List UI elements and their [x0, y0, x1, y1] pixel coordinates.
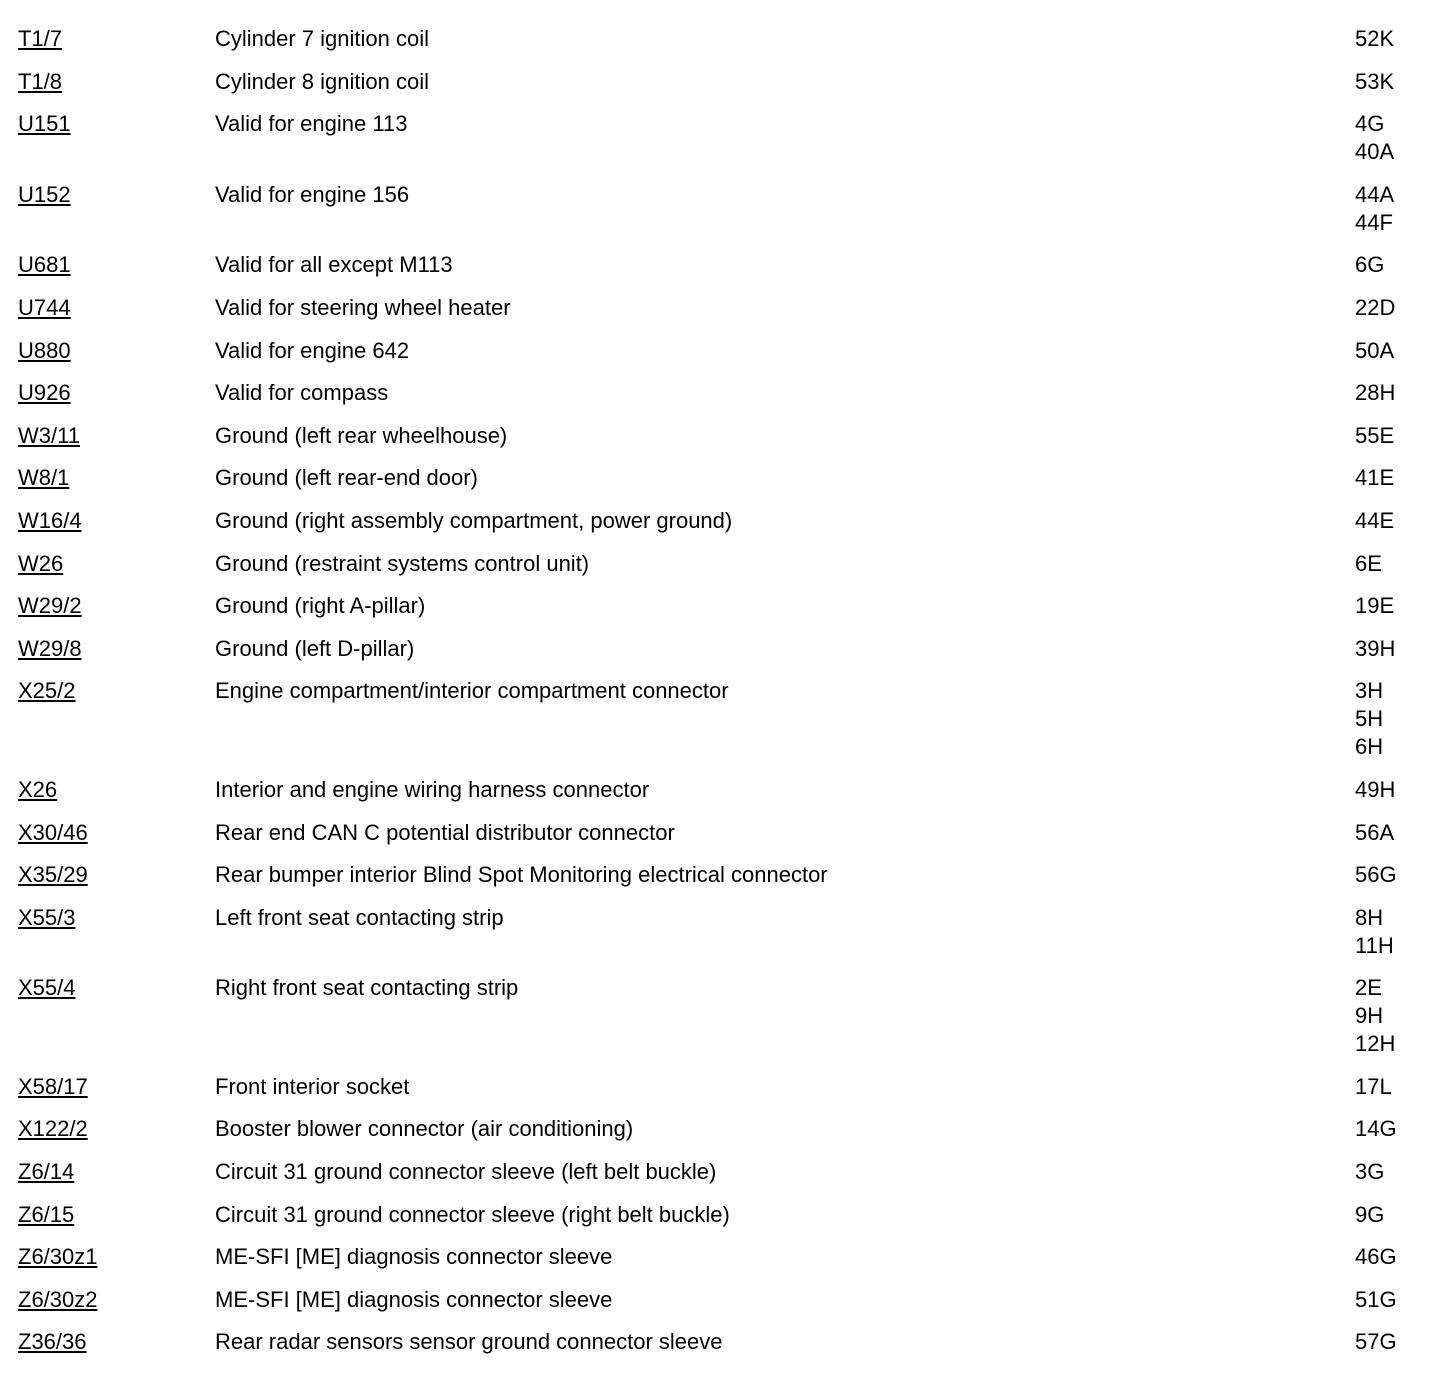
- legend-row: [0, 25, 1440, 68]
- legend-row: [0, 1158, 1440, 1201]
- component-description: Cylinder 8 ignition coil: [215, 68, 429, 94]
- grid-references: [1355, 1243, 1397, 1271]
- legend-row: [0, 68, 1440, 111]
- component-description: Circuit 31 ground connector sleeve (left belt buckle): [215, 1159, 717, 1185]
- component-description: Valid for engine 113: [215, 111, 408, 137]
- component-description: Valid for compass: [215, 380, 389, 406]
- legend-row: [0, 904, 1440, 975]
- grid-references: [1355, 635, 1395, 663]
- component-description: Ground (right A-pillar): [215, 593, 426, 619]
- component-code-link[interactable]: T1/7: [18, 26, 63, 51]
- grid-references: [1355, 507, 1394, 535]
- component-code-link[interactable]: X35/29: [18, 862, 88, 888]
- legend-row: [0, 677, 1440, 776]
- component-code-link[interactable]: W26: [18, 550, 64, 576]
- legend-row: [0, 464, 1440, 507]
- grid-reference: 6G: [1355, 252, 1385, 278]
- grid-reference: 17L: [1355, 1073, 1392, 1099]
- component-code-link[interactable]: Z6/14: [18, 1159, 75, 1185]
- component-description: Ground (right assembly compartment, power ground): [215, 507, 733, 533]
- grid-reference: 51G: [1355, 1286, 1397, 1312]
- component-code-link[interactable]: W8/1: [18, 465, 70, 491]
- component-code-link[interactable]: X55/4: [18, 975, 76, 1001]
- component-description: Valid for engine 642: [215, 337, 410, 363]
- grid-reference: 3H: [1355, 678, 1384, 704]
- component-description: Left front seat contacting strip: [215, 904, 504, 930]
- component-code-link[interactable]: X26: [18, 776, 58, 802]
- grid-references: [1355, 110, 1394, 166]
- component-code-link[interactable]: X122/2: [18, 1116, 88, 1142]
- grid-references: [1355, 294, 1395, 322]
- grid-references: [1355, 1115, 1397, 1143]
- component-code-link[interactable]: U744: [18, 294, 71, 320]
- legend-row: [0, 861, 1440, 904]
- grid-reference: 9G: [1355, 1201, 1385, 1227]
- component-code-link[interactable]: U151: [18, 111, 71, 137]
- grid-reference: 52K: [1355, 26, 1395, 51]
- component-description: ME-SFI [ME] diagnosis connector sleeve: [215, 1286, 613, 1312]
- component-code-link[interactable]: Z6/30z1: [18, 1244, 98, 1270]
- grid-reference: 3G: [1355, 1159, 1385, 1185]
- legend-row: [0, 974, 1440, 1073]
- component-description: Valid for steering wheel heater: [215, 294, 511, 320]
- grid-reference: 40A: [1355, 139, 1395, 165]
- component-description: Ground (left rear-end door): [215, 465, 478, 491]
- legend-row: [0, 337, 1440, 380]
- component-description: Ground (left rear wheelhouse): [215, 422, 508, 448]
- component-code-link[interactable]: W16/4: [18, 507, 82, 533]
- grid-reference: 6H: [1355, 734, 1384, 760]
- grid-reference: 19E: [1355, 593, 1395, 619]
- component-code-link[interactable]: X55/3: [18, 904, 76, 930]
- component-code-link[interactable]: X30/46: [18, 819, 88, 845]
- component-description: Rear radar sensors sensor ground connector sleeve: [215, 1329, 723, 1355]
- grid-reference: 28H: [1355, 380, 1396, 406]
- grid-reference: 49H: [1355, 776, 1396, 802]
- component-code-link[interactable]: X58/17: [18, 1073, 88, 1099]
- grid-references: [1355, 861, 1397, 889]
- component-description: Ground (left D-pillar): [215, 635, 415, 661]
- grid-references: [1355, 337, 1394, 365]
- legend-row: [0, 181, 1440, 252]
- grid-reference: 39H: [1355, 635, 1396, 661]
- legend-row: [0, 592, 1440, 635]
- component-code-link[interactable]: U880: [18, 337, 71, 363]
- component-code-link[interactable]: T1/8: [18, 68, 63, 94]
- grid-references: [1355, 904, 1394, 960]
- legend-row: [0, 1286, 1440, 1329]
- grid-references: [1355, 550, 1382, 578]
- legend-row: [0, 294, 1440, 337]
- grid-reference: 2E: [1355, 975, 1382, 1001]
- grid-references: [1355, 1201, 1384, 1229]
- grid-references: [1355, 464, 1394, 492]
- grid-reference: 9H: [1355, 1003, 1384, 1029]
- legend-row: [0, 1073, 1440, 1116]
- component-description: Cylinder 7 ignition coil: [215, 26, 429, 51]
- grid-reference: 12H: [1355, 1031, 1396, 1057]
- component-code-link[interactable]: W29/8: [18, 635, 82, 661]
- legend-row: [0, 1115, 1440, 1158]
- component-code-link[interactable]: Z6/15: [18, 1201, 75, 1227]
- grid-references: [1355, 181, 1394, 237]
- component-legend-list: [0, 25, 1440, 1371]
- grid-reference: 44A: [1355, 181, 1395, 207]
- grid-reference: 50A: [1355, 337, 1395, 363]
- grid-references: [1355, 974, 1395, 1058]
- grid-references: [1355, 25, 1394, 53]
- grid-reference: 11H: [1355, 932, 1394, 958]
- component-description: Right front seat contacting strip: [215, 975, 519, 1001]
- component-code-link[interactable]: U152: [18, 181, 71, 207]
- grid-references: [1355, 677, 1383, 761]
- legend-row: [0, 379, 1440, 422]
- grid-references: [1355, 422, 1394, 450]
- component-code-link[interactable]: U926: [18, 380, 71, 406]
- component-description: Engine compartment/interior compartment connector: [215, 678, 729, 704]
- grid-references: [1355, 68, 1394, 96]
- legend-row: [0, 776, 1440, 819]
- grid-reference: 55E: [1355, 422, 1395, 448]
- grid-references: [1355, 1073, 1392, 1101]
- grid-reference: 53K: [1355, 68, 1395, 94]
- component-code-link[interactable]: Z36/36: [18, 1329, 87, 1355]
- component-description: Rear end CAN C potential distributor connector: [215, 819, 675, 845]
- grid-reference: 8H: [1355, 904, 1384, 930]
- grid-reference: 5H: [1355, 706, 1384, 732]
- grid-reference: 4G: [1355, 111, 1385, 137]
- component-code-link[interactable]: W29/2: [18, 593, 82, 619]
- legend-row: [0, 1201, 1440, 1244]
- grid-reference: 56G: [1355, 862, 1397, 888]
- grid-reference: 44F: [1355, 209, 1393, 235]
- grid-references: [1355, 592, 1394, 620]
- grid-reference: 57G: [1355, 1329, 1397, 1355]
- component-description: Valid for engine 156: [215, 181, 410, 207]
- legend-row: [0, 550, 1440, 593]
- legend-row: [0, 635, 1440, 678]
- grid-references: [1355, 1286, 1397, 1314]
- grid-references: [1355, 1328, 1397, 1356]
- legend-row: [0, 819, 1440, 862]
- component-description: Interior and engine wiring harness connector: [215, 776, 650, 802]
- component-code-link[interactable]: Z6/30z2: [18, 1286, 98, 1312]
- component-description: ME-SFI [ME] diagnosis connector sleeve: [215, 1244, 613, 1270]
- grid-reference: 6E: [1355, 550, 1382, 576]
- component-description: Booster blower connector (air conditioning): [215, 1116, 634, 1142]
- grid-references: [1355, 819, 1394, 847]
- component-description: Circuit 31 ground connector sleeve (right belt buckle): [215, 1201, 730, 1227]
- legend-row: [0, 251, 1440, 294]
- component-description: Valid for all except M113: [215, 252, 453, 278]
- legend-row: [0, 1328, 1440, 1371]
- component-code-link[interactable]: W3/11: [18, 422, 80, 448]
- grid-reference: 22D: [1355, 294, 1396, 320]
- component-description: Ground (restraint systems control unit): [215, 550, 590, 576]
- legend-row: [0, 1243, 1440, 1286]
- grid-references: [1355, 251, 1384, 279]
- grid-reference: 44E: [1355, 507, 1395, 533]
- component-code-link[interactable]: U681: [18, 252, 71, 278]
- legend-row: [0, 422, 1440, 465]
- grid-reference: 14G: [1355, 1116, 1397, 1142]
- legend-row: [0, 507, 1440, 550]
- grid-reference: 56A: [1355, 819, 1395, 845]
- grid-references: [1355, 379, 1395, 407]
- component-description: Rear bumper interior Blind Spot Monitoring electrical connector: [215, 862, 828, 888]
- grid-reference: 41E: [1355, 465, 1395, 491]
- grid-reference: 46G: [1355, 1244, 1397, 1270]
- grid-references: [1355, 1158, 1384, 1186]
- component-description: Front interior socket: [215, 1073, 410, 1099]
- legend-row: [0, 110, 1440, 181]
- grid-references: [1355, 776, 1395, 804]
- component-code-link[interactable]: X25/2: [18, 678, 76, 704]
